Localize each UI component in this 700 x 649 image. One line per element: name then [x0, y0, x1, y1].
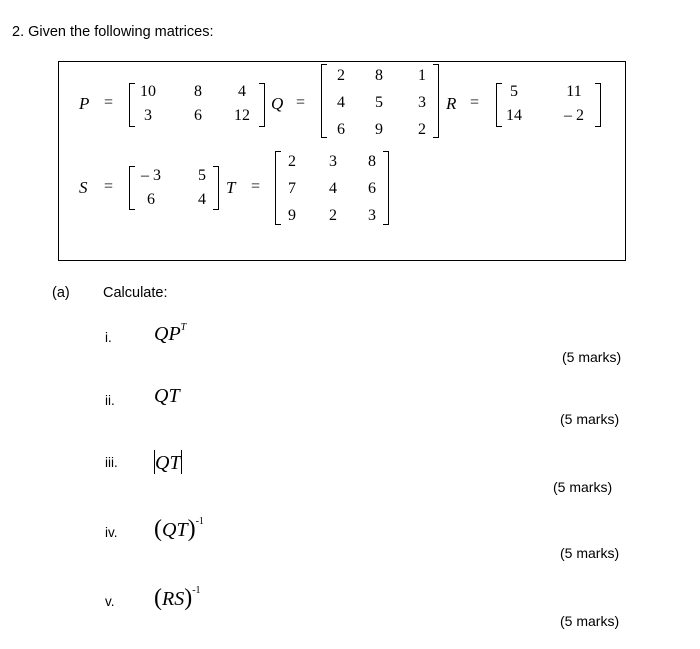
item-number: iv.	[105, 525, 118, 540]
matrix-q-cell: 5	[375, 94, 383, 111]
matrix-r-cell: 14	[506, 107, 522, 124]
matrix-q-right-bracket	[433, 64, 439, 138]
expression-base: QT	[162, 519, 188, 541]
matrix-p-cell: 3	[144, 107, 152, 124]
matrix-s-right-bracket	[213, 166, 219, 210]
determinant-bar-right	[181, 450, 182, 474]
matrix-r-equals: =	[470, 94, 480, 111]
matrix-t-cell: 3	[368, 207, 376, 224]
inverse-superscript: -1	[195, 516, 204, 527]
matrix-r-cell: 11	[566, 83, 582, 100]
matrix-p-cell: 12	[234, 107, 250, 124]
matrix-p-cell: 8	[194, 83, 202, 100]
matrix-s-cell: 5	[198, 167, 206, 184]
matrix-t-cell: 4	[329, 180, 337, 197]
matrix-q-cell: 3	[418, 94, 426, 111]
matrix-t-cell: 8	[368, 153, 376, 170]
matrix-r-cell: 5	[510, 83, 518, 100]
expression-base: QT	[155, 452, 181, 474]
matrix-q-cell: 6	[337, 121, 345, 138]
item-expression	[154, 585, 201, 612]
matrix-t-right-bracket	[383, 151, 389, 225]
item-expression	[154, 450, 182, 475]
marks-label: (5 marks)	[560, 613, 620, 629]
matrix-t-cell: 2	[329, 207, 337, 224]
matrix-r-right-bracket	[595, 83, 601, 127]
item-expression	[154, 516, 204, 543]
matrix-q-name: Q	[271, 94, 284, 113]
matrix-q-cell: 9	[375, 121, 383, 138]
marks-label: (5 marks)	[560, 545, 620, 561]
matrix-p-equals: =	[104, 94, 114, 111]
question-title: 2. Given the following matrices:	[12, 24, 214, 40]
matrix-s-cell: 6	[147, 191, 155, 208]
expression-base: RS	[162, 588, 185, 610]
part-a-instruction: Calculate:	[103, 285, 168, 301]
matrix-p-right-bracket	[259, 83, 265, 127]
matrix-t-cell: 3	[329, 153, 337, 170]
marks-label: (5 marks)	[553, 479, 613, 495]
matrix-t-equals: =	[251, 178, 261, 195]
matrix-p-cell: 6	[194, 107, 202, 124]
item-expression	[154, 323, 186, 346]
item-number: iii.	[105, 455, 118, 470]
expression-base: QP	[154, 323, 181, 345]
matrices-box	[58, 61, 626, 261]
matrix-q-cell: 2	[337, 67, 345, 84]
matrix-s-cell: 4	[198, 191, 206, 208]
matrix-p-cell: 4	[238, 83, 246, 100]
open-paren: (	[154, 585, 162, 611]
matrix-q-cell: 2	[418, 121, 426, 138]
matrix-q-cell: 1	[418, 67, 426, 84]
matrix-t-cell: 9	[288, 207, 296, 224]
matrix-t-name: T	[226, 178, 236, 197]
close-paren: )	[187, 516, 196, 542]
matrix-t-cell: 7	[288, 180, 296, 197]
matrix-s-equals: =	[104, 178, 114, 195]
item-number: v.	[105, 594, 115, 609]
matrix-p-name: P	[79, 94, 90, 113]
matrix-r-cell: – 2	[564, 107, 584, 124]
matrix-p-cell: 10	[140, 83, 156, 100]
matrix-r-name: R	[446, 94, 457, 113]
open-paren: (	[154, 516, 162, 542]
marks-label: (5 marks)	[560, 411, 620, 427]
matrix-s-cell: – 3	[141, 167, 161, 184]
close-paren: )	[184, 585, 193, 611]
transpose-superscript: T	[180, 322, 187, 333]
matrix-t-cell: 6	[368, 180, 376, 197]
item-number: i.	[105, 330, 112, 345]
inverse-superscript: -1	[192, 585, 201, 596]
expression-base: QT	[154, 385, 180, 407]
part-a-label: (a)	[52, 285, 70, 301]
matrix-t-cell: 2	[288, 153, 296, 170]
marks-label: (5 marks)	[562, 349, 622, 365]
matrix-s-name: S	[79, 178, 88, 197]
item-expression	[154, 385, 180, 408]
matrix-q-cell: 8	[375, 67, 383, 84]
matrix-q-equals: =	[296, 94, 306, 111]
matrix-q-cell: 4	[337, 94, 345, 111]
item-number: ii.	[105, 393, 115, 408]
